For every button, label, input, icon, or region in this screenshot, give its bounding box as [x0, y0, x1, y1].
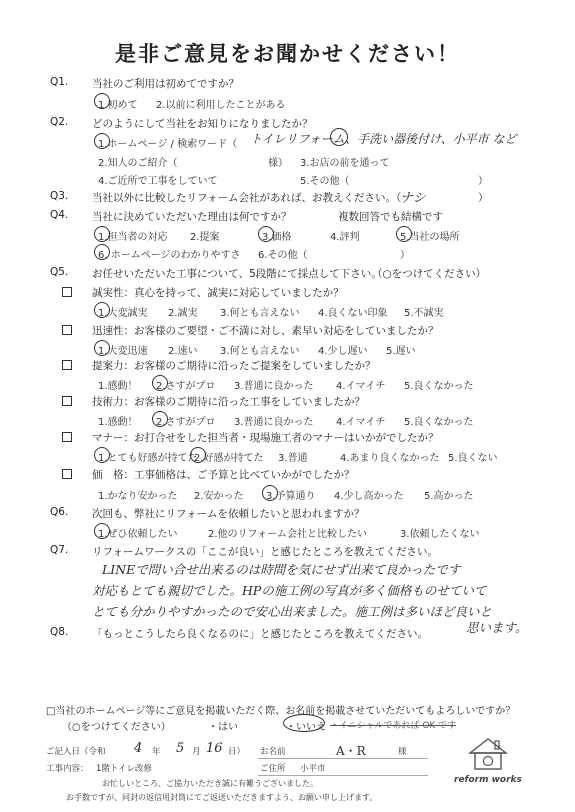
- q6-number: Q6.: [50, 506, 69, 518]
- q7-number: Q7.: [50, 544, 69, 556]
- q7-handwritten-line-3: とても分かりやすかったので安心出来ました。施工例は多いほど良いと: [92, 604, 493, 619]
- q5-item-1-question: 誠実性：真心を持って、誠実に対応していましたか？: [92, 287, 344, 299]
- q4-option-6[interactable]: 6. ホームページのわかりやすさ: [98, 250, 241, 261]
- q3-close: ）: [478, 192, 489, 204]
- q5-item-6-opt-5[interactable]: 5.高かった: [424, 491, 474, 502]
- name-underline: [258, 758, 428, 759]
- q4-note: 複数回答でも結構です: [338, 211, 443, 223]
- q5-item-1-opt-5[interactable]: 5.不誠実: [404, 308, 444, 319]
- q5-item-2-opt-3[interactable]: 3.何とも言えない: [220, 346, 300, 357]
- q1-number: Q1.: [50, 76, 69, 88]
- q7-handwritten-line-4: 思います。: [466, 620, 528, 635]
- q2-option-5[interactable]: 5.その他（: [300, 176, 350, 187]
- q5-item-2-opt-5[interactable]: 5.遅い: [386, 346, 416, 357]
- house-logo-icon: [466, 736, 510, 772]
- work-label: 工事内容：: [46, 764, 89, 774]
- q5-item-1-opt-2[interactable]: 2.誠実: [168, 308, 198, 319]
- q5-item-1-opt-3[interactable]: 3.何とも言えない: [220, 308, 300, 319]
- date-day: 16: [206, 741, 223, 756]
- consent-no[interactable]: ・いいえ: [286, 722, 326, 733]
- q5-item-3-opt-3[interactable]: 3.普通に良かった: [234, 381, 314, 392]
- q4-number: Q4.: [50, 209, 69, 221]
- q5-item-3-question: 提案力：お客様のご期待に沿ったご提案をしていましたか？: [92, 360, 376, 372]
- q6-option-3[interactable]: 3.依頼したくない: [400, 529, 480, 540]
- return-line: お手数ですが、同封の返信用封筒にてご返送いただきますよう、お願い申し上げます。: [66, 793, 378, 802]
- q5-item-1-opt-4[interactable]: 4.良くない印象: [318, 308, 388, 319]
- date-month: 5: [176, 741, 185, 756]
- q5-item-6-opt-4[interactable]: 4.少し高かった: [334, 491, 404, 502]
- consent-note: （○をつけてください）: [62, 722, 171, 733]
- reform-works-logo: reform works: [454, 775, 522, 785]
- date-day-unit: 日）: [228, 747, 246, 757]
- q5-item-5-opt-5[interactable]: 5.良くない: [448, 453, 498, 464]
- q5-item-2-checkbox[interactable]: [62, 325, 72, 335]
- address-underline: [258, 775, 428, 776]
- consent-text: □当社のホームページ等にご意見を掲載いただく際、お名前を掲載させていただいてもよろしいですか？: [46, 706, 516, 717]
- work-content: 1階トイレ改修: [96, 764, 152, 774]
- q4-option-2[interactable]: 2.提案: [190, 232, 220, 243]
- q4-option-5[interactable]: 5.当社の場所: [400, 232, 460, 243]
- q5-item-3-opt-4[interactable]: 4.イマイチ: [336, 381, 386, 392]
- q2-option-4[interactable]: 4.ご近所で工事をしていて: [98, 176, 218, 187]
- q2-handwritten: トイレリフォーム、手洗い器後付け、小平市 など: [250, 132, 517, 146]
- address-label: ご住所: [260, 764, 286, 774]
- q5-item-4-opt-4[interactable]: 4.イマイチ: [336, 417, 386, 428]
- q5-text: お任せいただいた工事について、5段階にて採点して下さい。: [92, 268, 382, 280]
- q5-item-2-opt-2[interactable]: 2.速い: [168, 346, 198, 357]
- q8-text: 「もっとこうしたら良くなるのに」と感じたところを教えてください。: [92, 628, 428, 640]
- name-label: お名前: [260, 747, 286, 757]
- q5-item-2-opt-1[interactable]: 1.大変迅速: [98, 346, 148, 357]
- q4-option-7-close: ）: [400, 250, 410, 261]
- q6-text: 次回も、弊社にリフォームを依頼したいと思われますか？: [92, 508, 365, 520]
- customer-name: A・R: [336, 744, 366, 758]
- q5-item-1-checkbox[interactable]: [62, 287, 72, 297]
- q5-item-3-opt-2[interactable]: 2.さすがプロ: [156, 381, 216, 392]
- q7-text: リフォームワークスの「ここが良い」と感じたところを教えてください。: [92, 546, 438, 558]
- q5-item-4-opt-5[interactable]: 5.良くなかった: [404, 417, 474, 428]
- q2-option-5-close: ）: [478, 176, 488, 187]
- q6-option-2[interactable]: 2.他のリフォーム会社と比較したい: [208, 529, 368, 540]
- q2-handwritten-circle: [330, 128, 348, 146]
- address-value: 小平市: [300, 764, 326, 774]
- q5-note: （○をつけてください）: [372, 268, 487, 280]
- q5-item-5-checkbox[interactable]: [62, 432, 72, 442]
- name-suffix: 様: [398, 747, 407, 757]
- q5-item-4-opt-2[interactable]: 2.さすがプロ: [156, 417, 216, 428]
- q2-option-2-close: 様）: [268, 158, 288, 169]
- q5-item-3-opt-5[interactable]: 5.良くなかった: [404, 381, 474, 392]
- consent-yes[interactable]: ・はい: [208, 722, 238, 733]
- page-title: 是非ご意見をお聞かせください！: [115, 42, 460, 66]
- q4-text: 当社に決めていただいた理由は何ですか？: [92, 211, 292, 223]
- q7-handwritten-line-1: LINEで問い合せ出来るのは時間を気にせず出来て良かったです: [102, 562, 461, 577]
- q5-item-4-checkbox[interactable]: [62, 396, 72, 406]
- q5-item-4-opt-3[interactable]: 3.普通に良かった: [234, 417, 314, 428]
- q5-item-4-opt-1[interactable]: 1.感動！: [98, 417, 138, 428]
- thanks-line: お忙しいところ、ご協力いただき誠に有難うございました。: [102, 779, 318, 788]
- q5-item-5-opt-2[interactable]: 2.好感が持てた: [194, 453, 264, 464]
- q5-item-6-checkbox[interactable]: [62, 469, 72, 479]
- q4-option-4[interactable]: 4.評判: [330, 232, 360, 243]
- q3-number: Q3.: [50, 190, 69, 202]
- q5-number: Q5.: [50, 266, 69, 278]
- q1-option-1[interactable]: 1.初めて: [98, 100, 138, 111]
- q3-text: 当社以外に比較したリフォーム会社があれば、お教えください。（: [92, 192, 402, 204]
- q2-text: どのようにして当社をお知りになりましたか？: [92, 118, 313, 130]
- q5-item-3-opt-1[interactable]: 1.感動！: [98, 381, 138, 392]
- q5-item-6-opt-2[interactable]: 2.安かった: [194, 491, 244, 502]
- date-year: 4: [134, 741, 143, 756]
- q5-item-6-question: 価 格：工事価格は、ご予算と比べていかがでしたか？: [92, 469, 355, 481]
- date-month-unit: 月: [192, 747, 201, 757]
- q5-item-3-checkbox[interactable]: [62, 360, 72, 370]
- q2-option-2[interactable]: 2.知人のご紹介（: [98, 158, 178, 169]
- q5-item-2-opt-4[interactable]: 4.少し遅い: [318, 346, 368, 357]
- q3-handwritten: ナシ: [400, 191, 426, 206]
- q6-option-1[interactable]: 1.ぜひ依頼したい: [98, 529, 178, 540]
- q5-item-6-opt-3[interactable]: 3.予算通り: [266, 491, 316, 502]
- q7-handwritten-line-2: 対応もとても親切でした。HPの施工例の写真が多く価格ものせていて: [92, 583, 487, 598]
- q5-item-5-opt-4[interactable]: 4.あまり良くなかった: [340, 453, 440, 464]
- q5-item-6-opt-1[interactable]: 1.かなり安かった: [98, 491, 178, 502]
- q2-option-3[interactable]: 3.お店の前を通って: [300, 158, 390, 169]
- q1-text: 当社のご利用は初めてですか？: [92, 78, 239, 90]
- q2-number: Q2.: [50, 116, 69, 128]
- q4-option-3[interactable]: 3.価格: [262, 232, 292, 243]
- q5-item-1-opt-1[interactable]: 1.大変誠実: [98, 308, 148, 319]
- q8-number: Q8.: [50, 626, 69, 638]
- q4-option-7[interactable]: 6.その他（: [258, 250, 308, 261]
- date-year-unit: 年: [152, 747, 161, 757]
- q5-item-4-question: 技術力：お客様のご期待に沿った工事をしていましたか？: [92, 396, 365, 408]
- consent-initial-option[interactable]: ・イニシャルであれば OK です: [330, 721, 457, 731]
- q1-option-2[interactable]: 2.以前に利用したことがある: [156, 100, 286, 111]
- q4-option-1[interactable]: 1.担当者の対応: [98, 232, 168, 243]
- q5-item-5-opt-1[interactable]: 1.とても好感が持てた: [98, 453, 198, 464]
- q5-item-2-question: 迅速性：お客様のご要望・ご不満に対し、素早い対応をしていましたか？: [92, 325, 439, 337]
- q5-item-5-question: マナー：お打合せをした担当者・現場施工者のマナーはいかがでしたか？: [92, 432, 439, 444]
- q2-option-1[interactable]: 1.ホームページ / 検索ワード（: [98, 139, 238, 150]
- date-label: ご記入日（令和: [46, 747, 106, 757]
- q5-item-5-opt-3[interactable]: 3.普通: [278, 453, 308, 464]
